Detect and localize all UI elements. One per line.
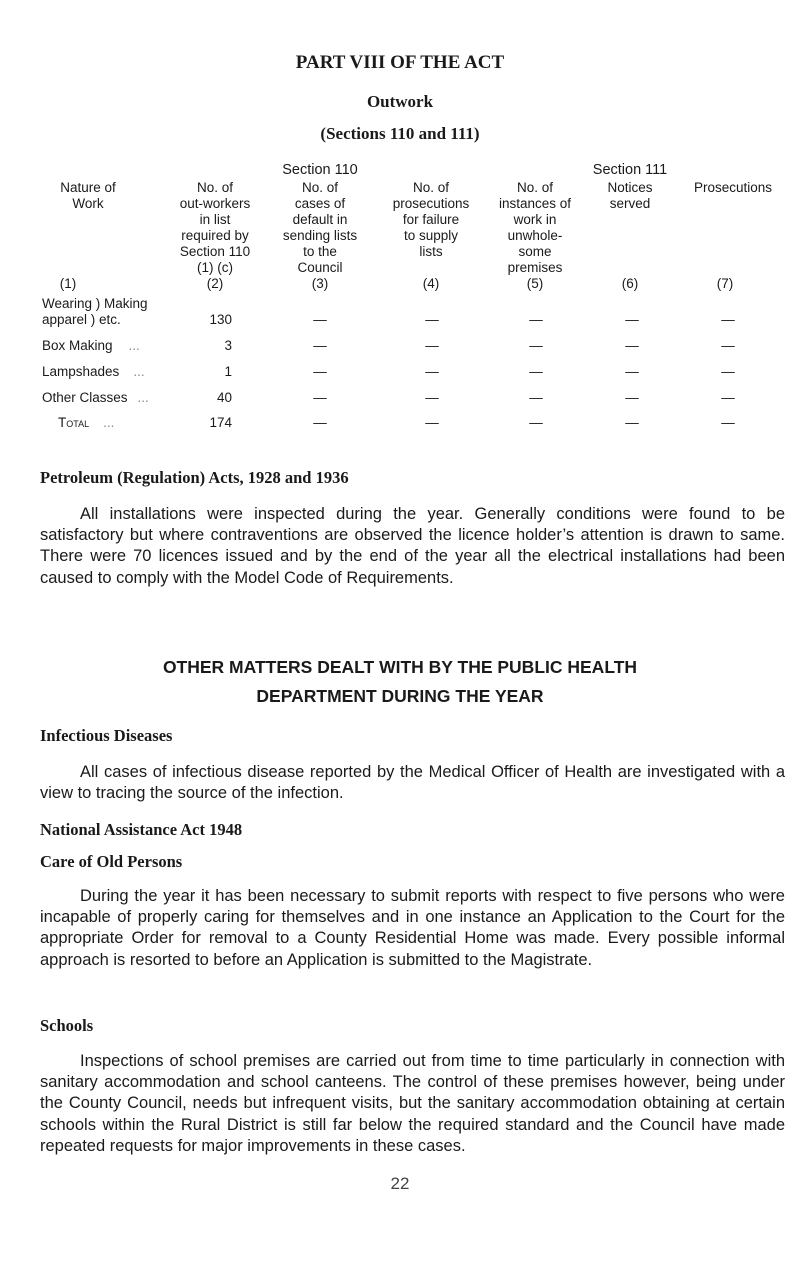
page-number: 22 [390,1174,410,1193]
cell-value: — [721,312,735,327]
national-assistance-heading: National Assistance Act 1948 [40,820,243,839]
part-title: PART VIII OF THE ACT [295,52,505,73]
cell-value: — [313,415,327,430]
row-label: Total ... [58,415,115,430]
cell-value: — [625,364,639,379]
col-number-4: (4) [422,276,440,291]
cell-value: 1 [224,364,232,379]
col-number-2: (2) [206,276,224,291]
cell-value: — [625,312,639,327]
cell-value: — [529,364,543,379]
cell-value: — [313,312,327,327]
cell-value: — [721,415,735,430]
care-old-persons-heading: Care of Old Persons [40,852,183,871]
group-header-section-111: Section 111 [592,162,668,178]
cell-value: — [425,415,439,430]
col-header-outworkers: No. of out-workers in list required by Section 110 (1) (c) [179,180,251,275]
col-number-6: (6) [621,276,639,291]
col-number-7: (7) [716,276,734,291]
row-label: Lampshades ... [42,364,145,379]
col-header-nature: Nature of Work [60,180,116,211]
cell-value: — [529,312,543,327]
care-old-persons-paragraph: During the year it has been necessary to submit reports with respect to five persons who were incapable of properly caring for themselves and in one instance an Application to the Court for the appropriate Order for removal to a County Residential Home was made. Every possible informal approach is resorted to before an Application is submitted to the Magistrate. [40,887,785,969]
cell-value: — [625,415,639,430]
petroleum-paragraph: All installations were inspected during the year. Generally conditions were found to be satisfactory but where contraventions are observed the licence holder’s attention is drawn to same. There were 70 licences issued and by the end of the year all the electrical installations had been caused to comply with the Model Code of Requirements. [40,505,785,587]
schools-paragraph: Inspections of school premises are carried out from time to time particularly in connection with sanitary accommodation and school canteens. The control of these premises however, being under the County Council, needs but infrequent visits, but the sanitary accommodation obtaining at certain schools within the Rural District is still far below the required standard and the Council have made repeated requests for major improvements in these cases. [40,1052,785,1155]
cell-value: — [313,364,327,379]
infectious-paragraph: All cases of infectious disease reported by the Medical Officer of Health are investigated with a view to tracing the source of the infection. [40,763,785,803]
col-number-3: (3) [311,276,329,291]
col-header-prosecutions-lists: No. of prosecutions for failure to supply lists [392,180,470,259]
cell-value: — [529,338,543,353]
row-label: apparel ) etc. [42,312,121,327]
outwork-subtitle: Outwork [366,92,434,111]
infectious-heading: Infectious Diseases [40,726,173,745]
row-label: Other Classes ... [42,390,149,405]
other-matters-heading-line1: OTHER MATTERS DEALT WITH BY THE PUBLIC HEALTH [162,657,638,677]
cell-value: — [425,338,439,353]
cell-value: — [625,390,639,405]
col-number-5: (5) [526,276,544,291]
sections-subtitle: (Sections 110 and 111) [320,124,480,143]
cell-value: 40 [216,390,232,405]
schools-heading: Schools [40,1016,94,1035]
cell-value: — [625,338,639,353]
col-header-unwholesome: No. of instances of work in unwhole- some premises [498,180,572,275]
cell-value: 130 [209,312,232,327]
row-label: Wearing ) Making [42,296,148,311]
col-number-1: (1) [59,276,77,291]
group-header-section-110: Section 110 [282,162,358,178]
cell-value: — [425,312,439,327]
cell-value: 174 [209,415,232,430]
petroleum-heading: Petroleum (Regulation) Acts, 1928 and 1936 [40,468,349,487]
col-header-prosecutions: Prosecutions [693,180,773,195]
cell-value: — [313,390,327,405]
cell-value: — [425,364,439,379]
cell-value: 3 [224,338,232,353]
cell-value: — [721,338,735,353]
cell-value: — [721,364,735,379]
cell-value: — [529,415,543,430]
cell-value: — [529,390,543,405]
cell-value: — [721,390,735,405]
cell-value: — [313,338,327,353]
row-label: Box Making ... [42,338,140,353]
col-header-default-cases: No. of cases of default in sending lists to the Council [282,180,358,275]
col-header-notices: Notices served [607,180,653,211]
cell-value: — [425,390,439,405]
other-matters-heading-line2: DEPARTMENT DURING THE YEAR [256,686,544,706]
